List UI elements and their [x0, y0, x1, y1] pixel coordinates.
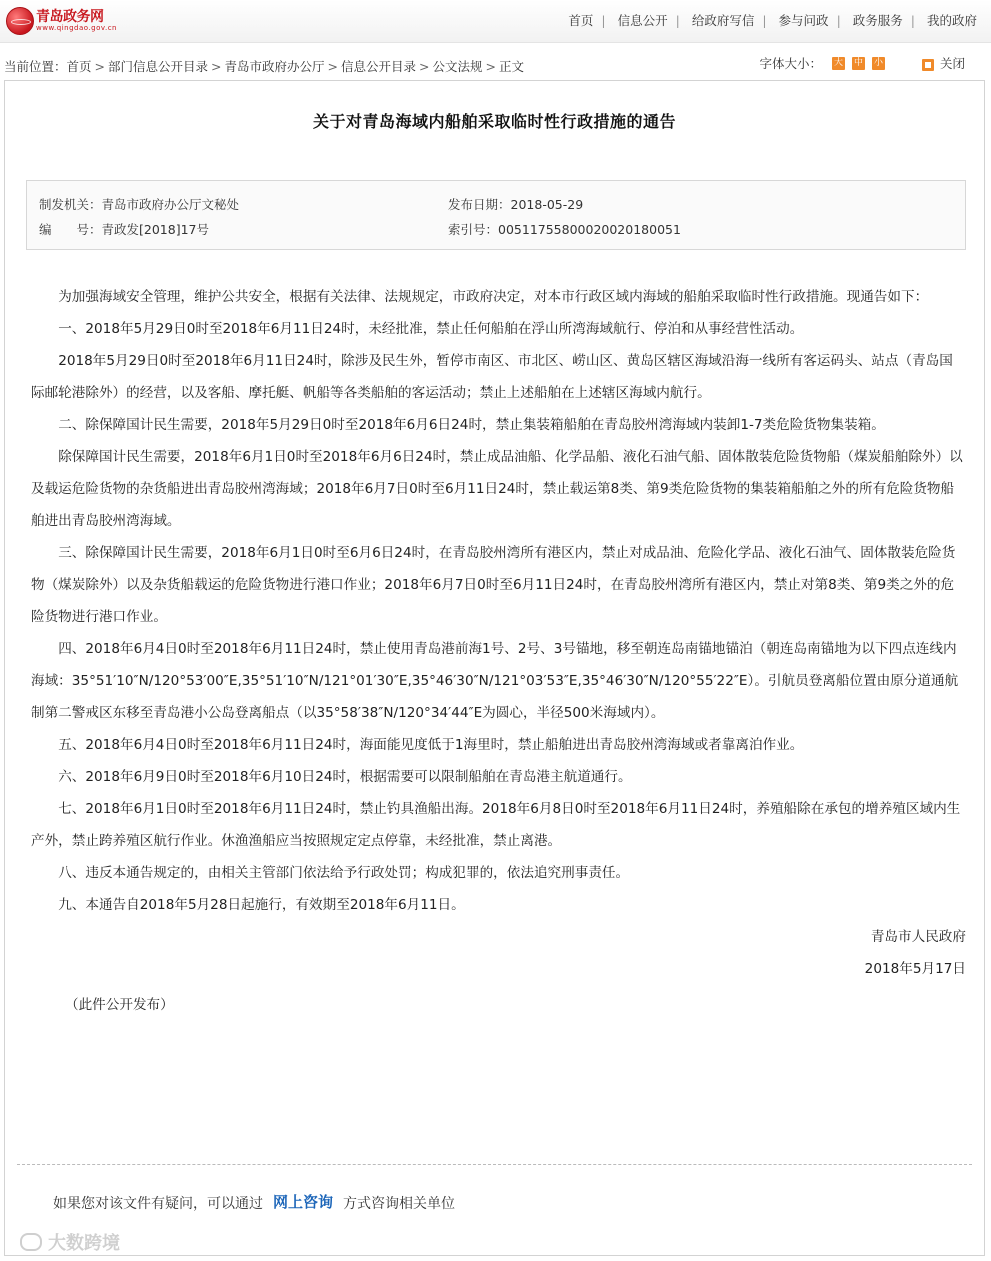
nav-separator: |	[601, 13, 606, 28]
breadcrumb-separator: >	[211, 59, 222, 74]
inquiry-text-before: 如果您对该文件有疑问，可以通过	[53, 1196, 263, 1212]
meta-date-value: 2018-05-29	[510, 197, 584, 212]
breadcrumb-row	[0, 50, 991, 78]
top-nav	[568, 11, 977, 29]
publish-note: （此件公开发布）	[65, 997, 174, 1013]
paragraph-intro: 为加强海域安全管理，维护公共安全，根据有关法律、法规规定，市政府决定，对本市行政区域内海域的船舶采取临时性行政措施。现通告如下：	[58, 289, 929, 305]
inquiry-line	[53, 1191, 455, 1213]
breadcrumb-separator: >	[94, 59, 106, 74]
paragraph-7: 七、2018年6月1日0时至2018年6月11日24时，禁止钓具渔船出海。2018年6月8日0时至2018年6月11日24时，养殖船除在承包的增养殖区域内生产外，禁止跨养殖区航行作业。休渔渔船应当按照规定定点停靠，未经批准，禁止离港。	[31, 801, 961, 849]
nav-separator: |	[762, 13, 767, 28]
watermark	[20, 1229, 120, 1255]
sign-date: 2018年5月17日	[864, 961, 966, 977]
watermark-text: 大数跨境	[48, 1233, 120, 1254]
breadcrumb-item-info-directory[interactable]: 信息公开目录	[341, 59, 417, 74]
breadcrumb-item-current: 正文	[499, 59, 525, 74]
font-size-small-button[interactable]: 小	[873, 57, 883, 68]
breadcrumb-label: 当前位置：	[4, 59, 67, 74]
meta-date	[448, 195, 583, 213]
breadcrumb-item-home[interactable]: 首页	[66, 59, 92, 74]
paragraph-5: 五、2018年6月4日0时至2018年6月11日24时，海面能见度低于1海里时，禁止船舶进出青岛胶州湾海域或者靠离泊作业。	[58, 737, 804, 753]
breadcrumb-separator: >	[327, 59, 339, 74]
meta-issuer-label: 制发机关：	[39, 197, 102, 212]
breadcrumb-item-regulations[interactable]: 公文法规	[432, 59, 483, 74]
signature: 青岛市人民政府	[870, 929, 966, 945]
meta-number	[39, 220, 209, 238]
document-body	[31, 281, 966, 1021]
nav-home[interactable]: 首页	[568, 13, 594, 28]
meta-number-value: 青政发[2018]17号	[101, 222, 209, 237]
nav-my-government[interactable]: 我的政府	[926, 13, 977, 28]
document-frame	[4, 80, 985, 1256]
nav-separator: |	[836, 13, 841, 28]
paragraph-3: 三、除保障国计民生需要，2018年6月1日0时至6月6日24时，在青岛胶州湾所有港区内，禁止对成品油、危险化学品、液化石油气、固体散装危险货物（煤炭除外）以及杂货船载运的危险货物进行港口作业；2018年6月7日0时至6月11日24时，在青岛胶州湾所有港区内，禁止对第8类、第9类之外的危险货物进行港口作业。	[31, 545, 956, 625]
close-icon	[922, 59, 934, 71]
paragraph-4: 四、2018年6月4日0时至2018年6月11日24时，禁止使用青岛港前海1号、2号、3号锚地，移至朝连岛南锚地锚泊（朝连岛南锚地为以下四点连线内海域：35°51′10″N/120°53′00″E,35°51′10″N/121°01′30″E,35°46′30″N/121°03′53″E,35°46′30″N/120°55′22″E）。引航员登离船位置由原分道通航制第二警戒区东移至青岛港小公岛登离船点（以35°58′38″N/120°34′44″E为圆心，半径500米海域内）。	[31, 641, 959, 721]
nav-gov-services[interactable]: 政务服务	[852, 13, 903, 28]
online-consult-link[interactable]: 网上咨询	[273, 1193, 334, 1211]
document-title: 关于对青岛海域内船舶采取临时性行政措施的通告	[312, 112, 676, 131]
paragraph-6: 六、2018年6月9日0时至2018年6月10日24时，根据需要可以限制船舶在青岛港主航道通行。	[58, 769, 632, 785]
breadcrumb	[4, 57, 524, 75]
paragraph-9: 九、本通告自2018年5月28日起施行，有效期至2018年6月11日。	[58, 897, 465, 913]
font-size-large-button[interactable]: 大	[834, 57, 844, 68]
paragraph-1b: 2018年5月29日0时至2018年6月11日24时，除涉及民生外，暂停市南区、市北区、崂山区、黄岛区辖区海域沿海一线所有客运码头、站点（青岛国际邮轮港除外）的经营，以及客船、摩托艇、帆船等各类船舶的客运活动；禁止上述船舶在上述辖区海域内航行。	[31, 353, 953, 401]
meta-index	[448, 220, 681, 238]
top-header	[0, 0, 991, 43]
paragraph-2: 二、除保障国计民生需要，2018年5月29日0时至2018年6月6日24时，禁止集装箱船舶在青岛胶州湾海域内装卸1-7类危险货物集装箱。	[58, 417, 885, 433]
meta-index-label: 索引号：	[448, 222, 499, 237]
close-label: 关闭	[939, 56, 965, 71]
paragraph-8: 八、违反本通告规定的，由相关主管部门依法给予行政处罚；构成犯罪的，依法追究刑事责任。	[58, 865, 630, 881]
nav-info-disclosure[interactable]: 信息公开	[617, 13, 668, 28]
font-size-medium-button[interactable]: 中	[854, 57, 864, 68]
breadcrumb-separator: >	[419, 59, 430, 74]
document-meta-box	[26, 180, 966, 250]
close-button[interactable]	[922, 54, 965, 72]
inquiry-text-after: 方式咨询相关单位	[343, 1196, 456, 1212]
watermark-icon	[20, 1233, 42, 1251]
paragraph-2b: 除保障国计民生需要，2018年6月1日0时至2018年6月6日24时，禁止成品油船、化学品船、液化石油气船、固体散装危险货物船（煤炭船舶除外）以及载运危险货物的杂货船进出青岛胶州湾海域；2018年6月7日0时至6月11日24时，禁止载运第8类、第9类危险货物的集装箱船舶之外的所有危险货物船舶进出青岛胶州湾海域。	[31, 449, 963, 529]
divider	[17, 1164, 972, 1165]
nav-separator: |	[910, 13, 915, 28]
meta-issuer-value: 青岛市政府办公厅文秘处	[101, 197, 240, 212]
meta-index-value: 00511755800020020180051	[498, 222, 681, 237]
site-logo[interactable]	[6, 6, 130, 36]
globe-icon	[6, 7, 34, 35]
nav-write-letter[interactable]: 给政府写信	[691, 13, 755, 28]
logo-url: www.qingdao.gov.cn	[36, 24, 117, 32]
breadcrumb-separator: >	[485, 59, 497, 74]
meta-issuer	[39, 195, 239, 213]
meta-number-label: 编 号：	[39, 222, 102, 237]
page-tools	[760, 54, 965, 72]
breadcrumb-item-dept-directory[interactable]: 部门信息公开目录	[108, 59, 209, 74]
font-size-label: 字体大小：	[759, 56, 823, 71]
meta-date-label: 发布日期：	[448, 197, 511, 212]
logo-name: 青岛政务网	[36, 9, 104, 25]
nav-participate[interactable]: 参与问政	[778, 13, 829, 28]
paragraph-1: 一、2018年5月29日0时至2018年6月11日24时，未经批准，禁止任何船舶在浮山所湾海域航行、停泊和从事经营性活动。	[58, 321, 804, 337]
breadcrumb-item-office[interactable]: 青岛市政府办公厅	[224, 59, 325, 74]
nav-separator: |	[675, 13, 680, 28]
